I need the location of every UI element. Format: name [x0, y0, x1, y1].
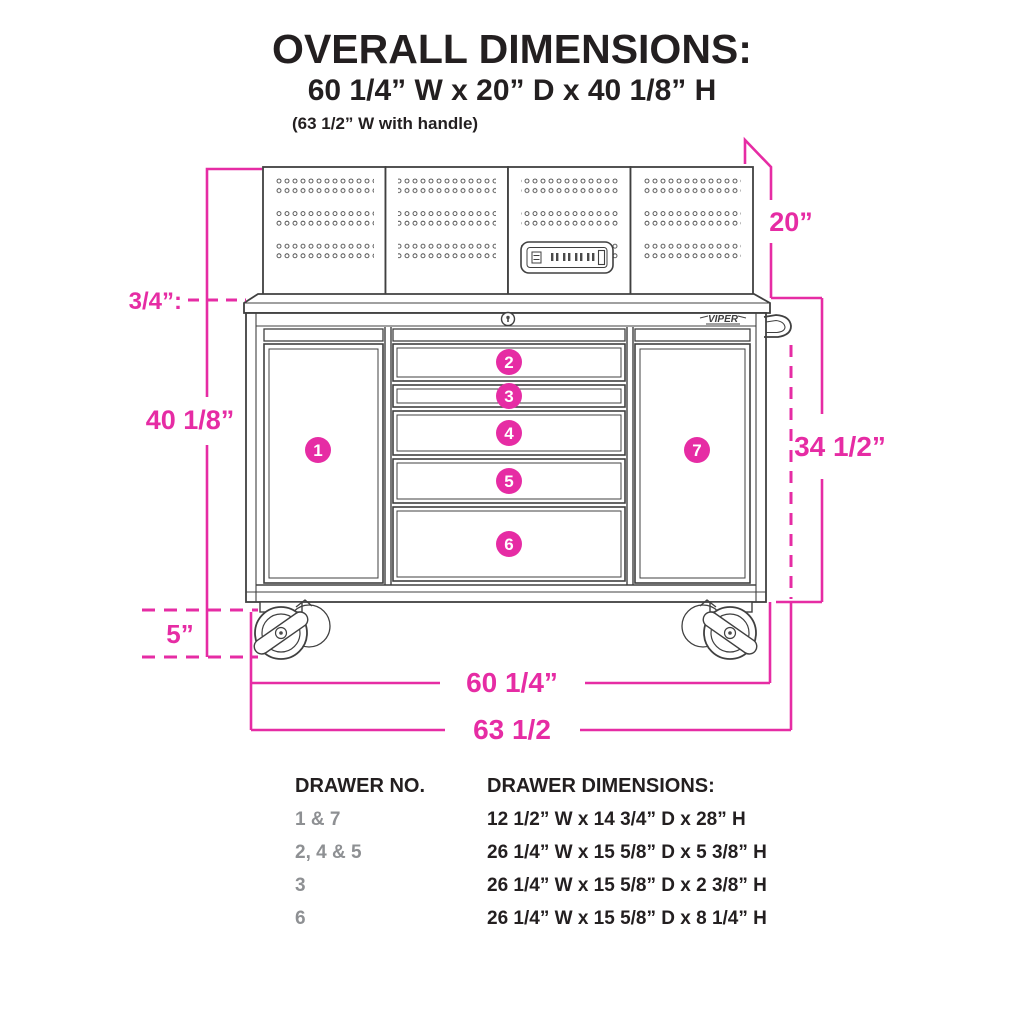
table-col2-header: DRAWER DIMENSIONS:	[487, 775, 715, 797]
power-strip	[521, 242, 613, 273]
pegboard-holes	[276, 176, 374, 260]
svg-text:3: 3	[504, 387, 514, 406]
badge-2	[496, 349, 522, 375]
svg-text:7: 7	[692, 441, 702, 460]
handle-width-note: (63 1/2” W with handle)	[292, 114, 479, 133]
svg-text:4: 4	[504, 424, 514, 443]
table-row-drawer-no: 2, 4 & 5	[295, 841, 362, 863]
table-col1-header: DRAWER NO.	[295, 775, 425, 797]
table-row-drawer-no: 6	[295, 907, 306, 929]
dim-caster-height: 5”	[166, 619, 194, 649]
pegboard-holes	[643, 176, 741, 260]
page-title: OVERALL DIMENSIONS:	[272, 26, 752, 72]
dim-body-height: 34 1/2”	[794, 431, 886, 462]
badge-6	[496, 531, 522, 557]
brand-text: VIPER	[707, 314, 739, 325]
svg-text:5: 5	[504, 472, 514, 491]
svg-text:6: 6	[504, 535, 514, 554]
side-handle	[764, 315, 791, 337]
table-row-drawer-dims: 26 1/4” W x 15 5/8” D x 8 1/4” H	[487, 907, 767, 929]
drawer-dimensions-table	[295, 770, 767, 935]
badge-1	[305, 437, 331, 463]
table-row-drawer-dims: 26 1/4” W x 15 5/8” D x 2 3/8” H	[487, 874, 767, 896]
svg-text:1: 1	[313, 441, 323, 460]
dim-overall-height: 40 1/8”	[145, 405, 235, 435]
table-row-drawer-no: 1 & 7	[295, 808, 341, 830]
overall-dimensions-text: 60 1/4” W x 20” D x 40 1/8” H	[307, 74, 717, 107]
worktop	[244, 294, 770, 313]
dim-pegboard-height: 20”	[769, 207, 813, 237]
badge-5	[496, 468, 522, 494]
badge-3	[496, 383, 522, 409]
pegboard	[263, 167, 753, 295]
dim-width: 60 1/4”	[466, 667, 558, 698]
badge-7	[684, 437, 710, 463]
pegboard-holes	[398, 176, 496, 260]
svg-text:2: 2	[504, 353, 514, 372]
table-row-drawer-dims: 12 1/2” W x 14 3/4” D x 28” H	[487, 808, 746, 830]
dim-top-thickness: 3/4”:	[128, 288, 182, 315]
table-row-drawer-no: 3	[295, 874, 306, 896]
dim-width-with-handle: 63 1/2	[473, 714, 551, 745]
badge-4	[496, 420, 522, 446]
table-row-drawer-dims: 26 1/4” W x 15 5/8” D x 5 3/8” H	[487, 841, 767, 863]
keyed-lock	[502, 313, 515, 326]
